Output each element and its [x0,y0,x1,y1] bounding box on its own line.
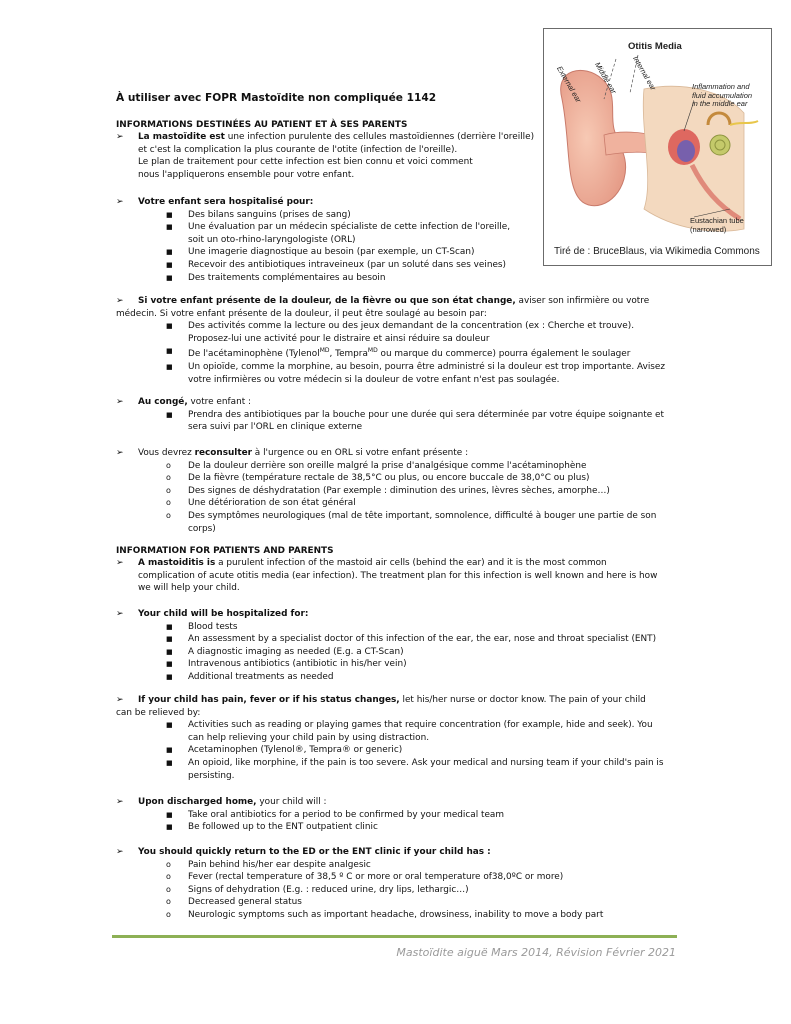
label-eustachian [690,217,744,234]
arrow-bullet-icon: ➢ [116,847,124,857]
list-item [166,320,676,345]
list-item [166,497,676,510]
list-item-text: Des symptômes neurologiques (mal de tête important, somnolence, difficulté à bouger une partie de son [188,510,657,521]
square-bullet-icon: ■ [166,210,173,219]
arrow-bullet-icon: ➢ [116,695,124,705]
list-item [166,345,676,361]
list-item [166,209,676,222]
list-item [166,259,676,272]
list-item-text: Acetaminophen (Tylenol®, Tempra® or generic) [188,745,403,756]
list-item-text: Des traitements complémentaires au besoin [188,272,386,283]
square-bullet-icon: ■ [166,362,173,371]
arrow-bullet-icon: ➢ [116,296,124,306]
fr-pain-bold: Si votre enfant présente de la douleur, de la fièvre ou que son état change, [138,296,516,306]
list-item-text: De la douleur derrière son oreille malgré la prise d'analgésique comme l'acétaminophène [188,460,587,471]
label-eustachian-line-2: (narrowed) [690,224,727,234]
en-intro-line-3: we will help your child. [138,583,240,594]
circle-bullet-icon: o [166,498,171,508]
list-item [166,510,676,535]
fr-conge-rest: votre enfant : [187,397,251,407]
list-item-text: Blood tests [188,621,238,632]
footer-rule [112,935,677,938]
list-item [166,719,676,744]
circle-bullet-icon: o [166,460,171,470]
list-item-text: Une imagerie diagnostique au besoin (par exemple, un CT-Scan) [188,247,475,258]
list-item-text: votre infirmières ou votre médecin si la douleur de votre enfant n'est pas soulagée. [188,374,560,385]
en-pain-line-2: can be relieved by: [116,707,201,718]
list-item-text: Un opioïde, comme la morphine, au besoin, pourra être administré si la douleur est trop importante. Avisez [188,361,666,372]
list-item [166,871,676,884]
fr-intro-line-4: nous l'appliquerons ensemble pour votre enfant. [138,169,355,180]
en-discharge-bold: Upon discharged home, [138,797,257,807]
arrow-bullet-icon: ➢ [116,397,124,407]
list-item-text: Decreased general status [188,897,302,908]
fr-hospital-heading: Votre enfant sera hospitalisé pour: [138,197,314,207]
en-heading: INFORMATION FOR PATIENTS AND PARENTS [116,546,334,556]
list-item-text: Prendra des antibiotiques par la bouche pour une durée qui sera déterminée par votre équipe soignante et [188,409,664,420]
en-hospital-heading: Your child will be hospitalized for: [138,609,309,619]
list-item-text: corps) [188,523,216,534]
list-item-text: De l'acétaminophène (Tylenol [188,349,320,360]
square-bullet-icon: ■ [166,758,173,767]
list-item-text: An assessment by a specialist doctor of this infection of the ear, the ear, nose and throat specialist (ENT) [188,634,657,645]
square-bullet-icon: ■ [166,273,173,282]
list-item-text: sera suivi par l'ORL en clinique externe [188,422,363,433]
fr-pain-block [116,295,676,386]
list-item [166,757,676,782]
square-bullet-icon: ■ [166,223,173,232]
list-item [166,809,676,822]
list-item [166,884,676,897]
list-item-text: Activities such as reading or playing games that require concentration (for example, hide and seek). You [188,720,653,731]
list-item-text: Additional treatments as needed [188,671,334,682]
arrow-bullet-icon: ➢ [116,558,124,568]
list-item-text: ou marque du commerce) pourra également le soulager [377,349,631,360]
en-intro-bold: A mastoiditis is [138,558,216,568]
square-bullet-icon: ■ [166,635,173,644]
fr-hospital-block [116,196,676,284]
list-item [166,896,676,909]
fr-recon-bold: reconsulter [194,448,252,458]
list-item [166,409,676,434]
en-return-block [116,846,676,922]
fr-recon-2: à l'urgence ou en ORL si votre enfant présente : [251,448,469,458]
circle-bullet-icon: o [166,859,171,869]
square-bullet-icon: ■ [166,410,173,419]
list-item [166,821,676,834]
fr-intro-line-1: une infection purulente des cellules mastoïdiennes (derrière l'oreille) [224,132,535,142]
list-item [166,460,676,473]
fr-heading: INFORMATIONS DESTINÉES AU PATIENT ET À SES PARENTS [116,120,408,130]
list-item [166,658,676,671]
list-item-text: An opioid, like morphine, if the pain is too severe. Ask your medical and nursing team if your child's pain is [188,757,664,768]
label-eustachian-line-1: Eustachian tube [690,216,744,225]
en-discharge-rest: your child will : [256,797,327,807]
list-item [166,646,676,659]
document-title: À utiliser avec FOPR Mastoïdite non compliquée 1142 [116,92,437,104]
en-intro-line-1: a purulent infection of the mastoid air cells (behind the ear) and it is the most common [215,558,607,568]
square-bullet-icon: ■ [166,660,173,669]
label-inflammation-line-2: fluid accumulation [692,90,753,100]
list-item-text: Des signes de déshydratation (Par exemple : diminution des urines, lèvres sèches, amorphe…) [188,485,610,496]
en-discharge-block [116,796,676,834]
list-item [166,272,676,285]
fr-reconsult-block [116,447,676,535]
arrow-bullet-icon: ➢ [116,609,124,619]
label-external-ear: External ear [555,64,584,105]
list-item-text: Be followed up to the ENT outpatient clinic [188,822,378,833]
figure-title: Otitis Media [628,41,682,52]
fr-intro [116,131,676,181]
list-item-text: Une évaluation par un médecin spécialiste de cette infection de l'oreille, [188,222,511,233]
label-inflammation-line-1: Inflammation and [692,82,750,91]
list-item [166,859,676,872]
en-hospital-block [116,608,676,684]
en-intro [116,557,676,595]
list-item-text: Des bilans sanguins (prises de sang) [188,209,351,220]
list-item-text: persisting. [188,770,235,781]
arrow-bullet-icon: ➢ [116,197,124,207]
fr-intro-bold: La mastoïdite est [138,132,225,142]
arrow-bullet-icon: ➢ [116,448,124,458]
list-item [166,361,676,386]
circle-bullet-icon: o [166,897,171,907]
list-item [166,909,676,922]
list-item-text: Fever (rectal temperature of 38,5 º C or more or oral temperature of38,0ºC or more) [188,872,564,883]
square-bullet-icon: ■ [166,347,173,356]
arrow-bullet-icon: ➢ [116,132,124,142]
list-item-text: A diagnostic imaging as needed (E.g. a CT-Scan) [188,646,404,657]
list-item-text: Pain behind his/her ear despite analgesic [188,859,371,870]
en-pain-line-1: let his/her nurse or doctor know. The pain of your child [399,695,646,705]
superscript: MD [319,347,330,355]
square-bullet-icon: ■ [166,810,173,819]
square-bullet-icon: ■ [166,248,173,257]
square-bullet-icon: ■ [166,746,173,755]
list-item-text: Proposez-lui une activité pour le distraire et ainsi réduire sa douleur [188,333,490,344]
square-bullet-icon: ■ [166,622,173,631]
fr-pain-line-2: médecin. Si votre enfant présente de la douleur, il peut être soulagé au besoin par: [116,308,487,319]
fr-conge-bold: Au congé, [138,397,188,407]
en-return-heading: You should quickly return to the ED or the ENT clinic if your child has : [138,847,491,857]
en-pain-block [116,694,676,782]
list-item-text: Neurologic symptoms such as important headache, drowsiness, inability to move a body part [188,909,604,920]
fr-recon-1: Vous devrez [138,448,195,458]
list-item [166,671,676,684]
square-bullet-icon: ■ [166,672,173,681]
circle-bullet-icon: o [166,872,171,882]
label-internal-ear: Internal ear [631,54,658,92]
list-item [166,485,676,498]
list-item-text: Signs of dehydration (E.g. : reduced urine, dry lips, lethargic…) [188,884,469,895]
label-inflammation [692,83,752,109]
circle-bullet-icon: o [166,473,171,483]
circle-bullet-icon: o [166,884,171,894]
square-bullet-icon: ■ [166,322,173,331]
fr-pain-line-1: aviser son infirmière ou votre [515,296,650,306]
list-item-text: Take oral antibiotics for a period to be confirmed by your medical team [188,809,505,820]
circle-bullet-icon: o [166,485,171,495]
fr-intro-line-2: et c'est la complication la plus courante de l'otite (infection de l'oreille). [138,144,458,155]
en-intro-line-2: complication of acute otitis media (ear infection). The treatment plan for this infection is well known and here is how [138,570,658,581]
list-item [166,246,676,259]
fr-conge-block [116,396,676,434]
circle-bullet-icon: o [166,510,171,520]
fr-intro-line-3: Le plan de traitement pour cette infection est bien connu et voici comment [138,157,473,168]
arrow-bullet-icon: ➢ [116,797,124,807]
square-bullet-icon: ■ [166,260,173,269]
list-item-text: Une détérioration de son état général [188,498,356,509]
list-item-text: Intravenous antibiotics (antibiotic in his/her vein) [188,659,407,670]
list-item [166,221,676,246]
list-item [166,744,676,757]
list-item-text: Des activités comme la lecture ou des jeux demandant de la concentration (ex : Cherche et trouve). [188,321,635,332]
list-item-text: can help relieving your child pain by using distraction. [188,732,430,743]
figure-caption: Tiré de : BruceBlaus, via Wikimedia Commons [554,246,760,257]
footer-text: Mastoïdite aiguë Mars 2014, Révision Février 2021 [396,946,676,959]
list-item [166,633,676,646]
list-item-text: Recevoir des antibiotiques intraveineux (par un soluté dans ses veines) [188,259,506,270]
square-bullet-icon: ■ [166,721,173,730]
square-bullet-icon: ■ [166,823,173,832]
label-inflammation-line-3: in the middle ear [692,99,748,108]
list-item-text: , Tempra [329,349,368,360]
list-item-text: soit un oto-rhino-laryngologiste (ORL) [188,234,356,245]
list-item [166,472,676,485]
list-item [166,621,676,634]
label-middle-ear: Middle ear [593,60,619,96]
list-item-text: De la fièvre (température rectale de 38,5°C ou plus, ou encore buccale de 38,0°C ou plus) [188,473,590,484]
en-pain-bold: If your child has pain, fever or if his status changes, [138,695,400,705]
circle-bullet-icon: o [166,909,171,919]
superscript: MD [367,347,378,355]
square-bullet-icon: ■ [166,647,173,656]
